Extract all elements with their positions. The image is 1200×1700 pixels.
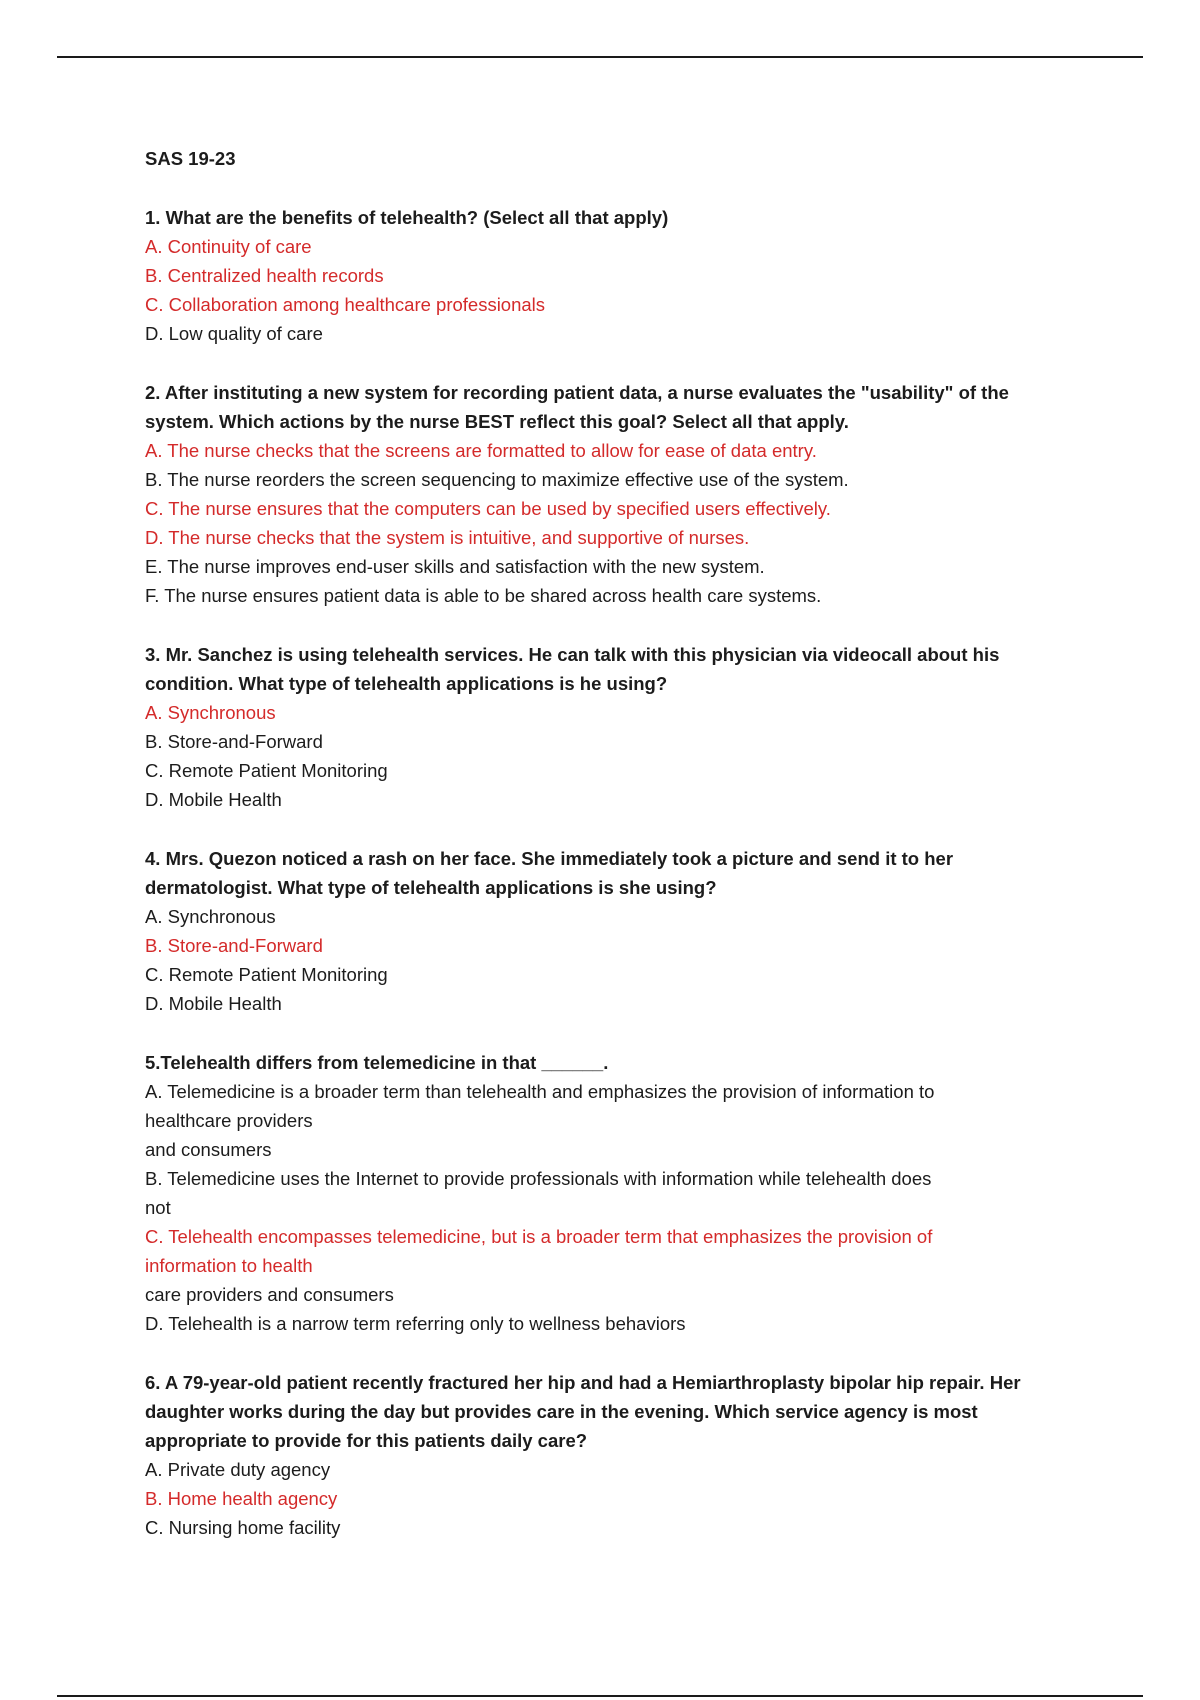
question-2 — [145, 378, 1065, 610]
answer-option: B. The nurse reorders the screen sequencing to maximize effective use of the system. — [145, 469, 849, 490]
question-3 — [145, 640, 1065, 814]
answer-option: F. The nurse ensures patient data is able to be shared across health care systems. — [145, 585, 822, 606]
answer-option: A. Private duty agency — [145, 1459, 331, 1480]
answer-option: D. Mobile Health — [145, 789, 282, 810]
answer-option: C. Nursing home facility — [145, 1517, 341, 1538]
answer-option: D. Low quality of care — [145, 323, 323, 344]
answer-option: healthcare providers — [145, 1110, 313, 1131]
question-4 — [145, 844, 1065, 1018]
answer-option: care providers and consumers — [145, 1284, 394, 1305]
answer-option: A. Telemedicine is a broader term than telehealth and emphasizes the provision of information to — [145, 1081, 935, 1102]
answer-option: C. Remote Patient Monitoring — [145, 964, 388, 985]
answer-option-correct: B. Centralized health records — [145, 265, 384, 286]
answer-option-correct: D. The nurse checks that the system is intuitive, and supportive of nurses. — [145, 527, 750, 548]
page-top-rule — [57, 56, 1143, 58]
answer-option-correct: B. Home health agency — [145, 1488, 338, 1509]
question-5 — [145, 1048, 1065, 1338]
page-bottom-rule — [57, 1695, 1143, 1697]
document-title: SAS 19-23 — [145, 148, 236, 169]
question-stem: 3. Mr. Sanchez is using telehealth services. He can talk with this physician via videocall about his condition. What type of telehealth applications is he using? — [145, 644, 1000, 694]
answer-option: and consumers — [145, 1139, 272, 1160]
answer-option-correct: C. Collaboration among healthcare professionals — [145, 294, 546, 315]
question-stem: 1. What are the benefits of telehealth? (Select all that apply) — [145, 207, 669, 228]
answer-option-correct: B. Store-and-Forward — [145, 935, 323, 956]
answer-option: B. Telemedicine uses the Internet to provide professionals with information while telehealth does — [145, 1168, 932, 1189]
answer-option-correct: C. Telehealth encompasses telemedicine, but is a broader term that emphasizes the provision of — [145, 1226, 933, 1247]
question-6 — [145, 1368, 1065, 1542]
answer-option: D. Telehealth is a narrow term referring only to wellness behaviors — [145, 1313, 686, 1334]
question-stem: 4. Mrs. Quezon noticed a rash on her face. She immediately took a picture and send it to her dermatologist. What type of telehealth applications is she using? — [145, 848, 954, 898]
question-1 — [145, 203, 1065, 348]
answer-option: A. Synchronous — [145, 906, 276, 927]
answer-option-correct: A. The nurse checks that the screens are formatted to allow for ease of data entry. — [145, 440, 817, 461]
question-list — [145, 203, 1065, 1542]
answer-option: C. Remote Patient Monitoring — [145, 760, 388, 781]
answer-option: E. The nurse improves end-user skills and satisfaction with the new system. — [145, 556, 765, 577]
answer-option-correct: information to health — [145, 1255, 313, 1276]
question-stem: 2. After instituting a new system for recording patient data, a nurse evaluates the "usability" of the system. Which actions by the nurse BEST reflect this goal? Select all that apply. — [145, 382, 1009, 432]
question-stem: 5.Telehealth differs from telemedicine in that ______. — [145, 1052, 609, 1073]
question-stem: 6. A 79-year-old patient recently fractured her hip and had a Hemiarthroplasty bipolar hip repair. Her daughter works during the day but provides care in the evening. Which service agency is most appropriate to provide for this patients daily care? — [145, 1372, 1021, 1451]
answer-option-correct: A. Continuity of care — [145, 236, 312, 257]
answer-option: D. Mobile Health — [145, 993, 282, 1014]
document-body — [145, 145, 1065, 1572]
answer-option-correct: C. The nurse ensures that the computers can be used by specified users effectively. — [145, 498, 831, 519]
answer-option: B. Store-and-Forward — [145, 731, 323, 752]
answer-option-correct: A. Synchronous — [145, 702, 276, 723]
answer-option: not — [145, 1197, 171, 1218]
